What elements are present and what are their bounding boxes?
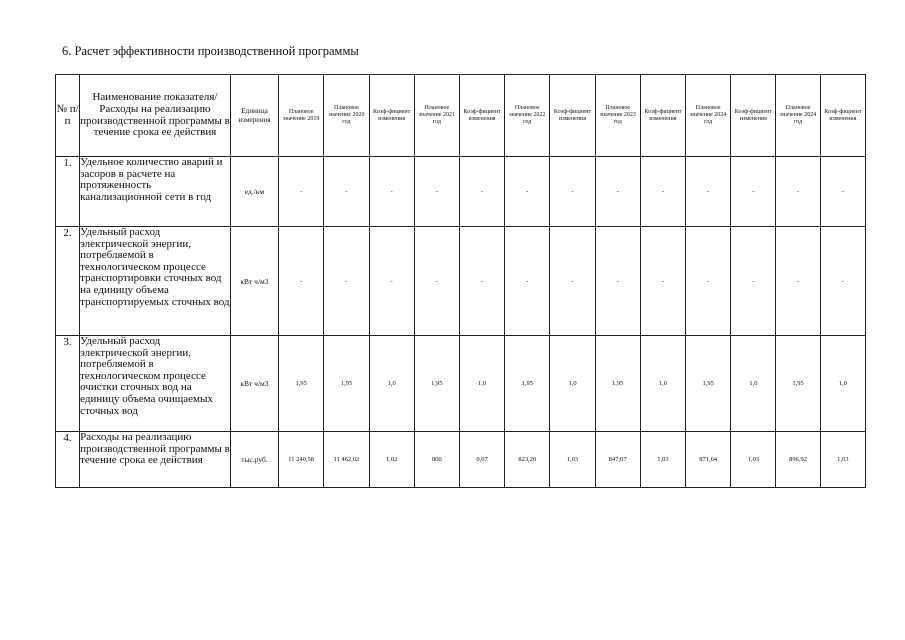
row-value: - [550,227,595,336]
row-value: 1,95 [595,336,640,432]
row-value: 1,03 [820,432,865,488]
row-value: - [369,157,414,227]
row-value: - [595,157,640,227]
header-col: Плановое значение 2023 год [595,75,640,157]
row-value: 871,64 [686,432,731,488]
row-num: 1. [56,157,80,227]
row-value: 1,95 [414,336,459,432]
row-value: 0,07 [459,432,504,488]
row-value: - [324,227,369,336]
header-unit: Единица измерения [230,75,278,157]
row-name: Удельный расход электрической энергии, потребляемой в технологическом процессе очистки сточных вод на единицу объема очищаемых сточных вод [80,336,231,432]
row-value: - [640,227,685,336]
header-col: Плановое значение 2022 год [505,75,550,157]
row-unit: кВт ч/м3 [230,227,278,336]
row-value: - [550,157,595,227]
row-value: - [414,157,459,227]
row-value: 1,0 [820,336,865,432]
header-col: Коэф-фициент изменения [459,75,504,157]
row-value: 800 [414,432,459,488]
row-unit: тыс.руб. [230,432,278,488]
row-value: 1,0 [731,336,776,432]
row-value: 11 240,58 [279,432,324,488]
row-value: - [459,227,504,336]
header-name: Наименование показателя/Расходы на реализацию производственной программы в течение срока ее действия [80,75,231,157]
section-title: 6. Расчет эффективности производственной программы [62,44,359,58]
header-col: Плановое значение 2021 год [414,75,459,157]
row-name: Удельный расход электрической энергии, потребляемой в технологическом процессе транспортировки сточных вод на единицу объема транспортируемых сточных вод [80,227,231,336]
row-value: - [640,157,685,227]
row-value: - [369,227,414,336]
row-num: 2. [56,227,80,336]
row-value: 1,0 [550,336,595,432]
row-value: 1,03 [731,432,776,488]
row-value: 896,92 [776,432,820,488]
row-value: - [505,227,550,336]
row-value: - [505,157,550,227]
row-value: - [279,227,324,336]
header-col: Плановое значение 2024 год [776,75,820,157]
header-col: Коэф-фициент изменения [820,75,865,157]
row-num: 3. [56,336,80,432]
table-row [56,336,866,432]
row-value: 1,95 [686,336,731,432]
table-header-row [56,75,866,157]
header-col: Плановое значение 2020 год [324,75,369,157]
row-value: - [595,227,640,336]
row-value: 1,0 [459,336,504,432]
header-col: Коэф-фициент изменения [550,75,595,157]
row-value: - [731,227,776,336]
row-value: - [731,157,776,227]
table-row [56,227,866,336]
row-value: - [820,157,865,227]
row-value: 847,07 [595,432,640,488]
row-value: 1,03 [640,432,685,488]
row-value: 1,95 [505,336,550,432]
header-col: Плановое значение 2024 год [686,75,731,157]
row-value: - [459,157,504,227]
row-value: 1,0 [369,336,414,432]
table-row [56,432,866,488]
row-value: 823,20 [505,432,550,488]
header-col: Коэф-фициент изменения [731,75,776,157]
row-value: - [324,157,369,227]
header-col: Плановое значение 2019 [279,75,324,157]
row-value: 1,95 [279,336,324,432]
row-value: - [776,227,820,336]
row-value: 11 462,02 [324,432,369,488]
row-value: - [686,157,731,227]
table-row [56,157,866,227]
row-value: 1,0 [640,336,685,432]
row-value: - [820,227,865,336]
header-col: Коэф-фициент изменения [640,75,685,157]
row-value: - [414,227,459,336]
row-unit: ед./км [230,157,278,227]
row-num: 4. [56,432,80,488]
row-name: Удельное количество аварий и засоров в расчете на протяженность канализационной сети в год [80,157,231,227]
header-col: Коэф-фициент изменения [369,75,414,157]
efficiency-table [55,74,866,488]
row-unit: кВт ч/м3 [230,336,278,432]
row-value: 1,03 [550,432,595,488]
row-value: 1,95 [776,336,820,432]
row-value: - [279,157,324,227]
row-value: - [686,227,731,336]
row-name: Расходы на реализацию производственной программы в течение срока ее действия [80,432,231,488]
header-num: № п/п [56,75,80,157]
row-value: 1,02 [369,432,414,488]
row-value: - [776,157,820,227]
row-value: 1,95 [324,336,369,432]
